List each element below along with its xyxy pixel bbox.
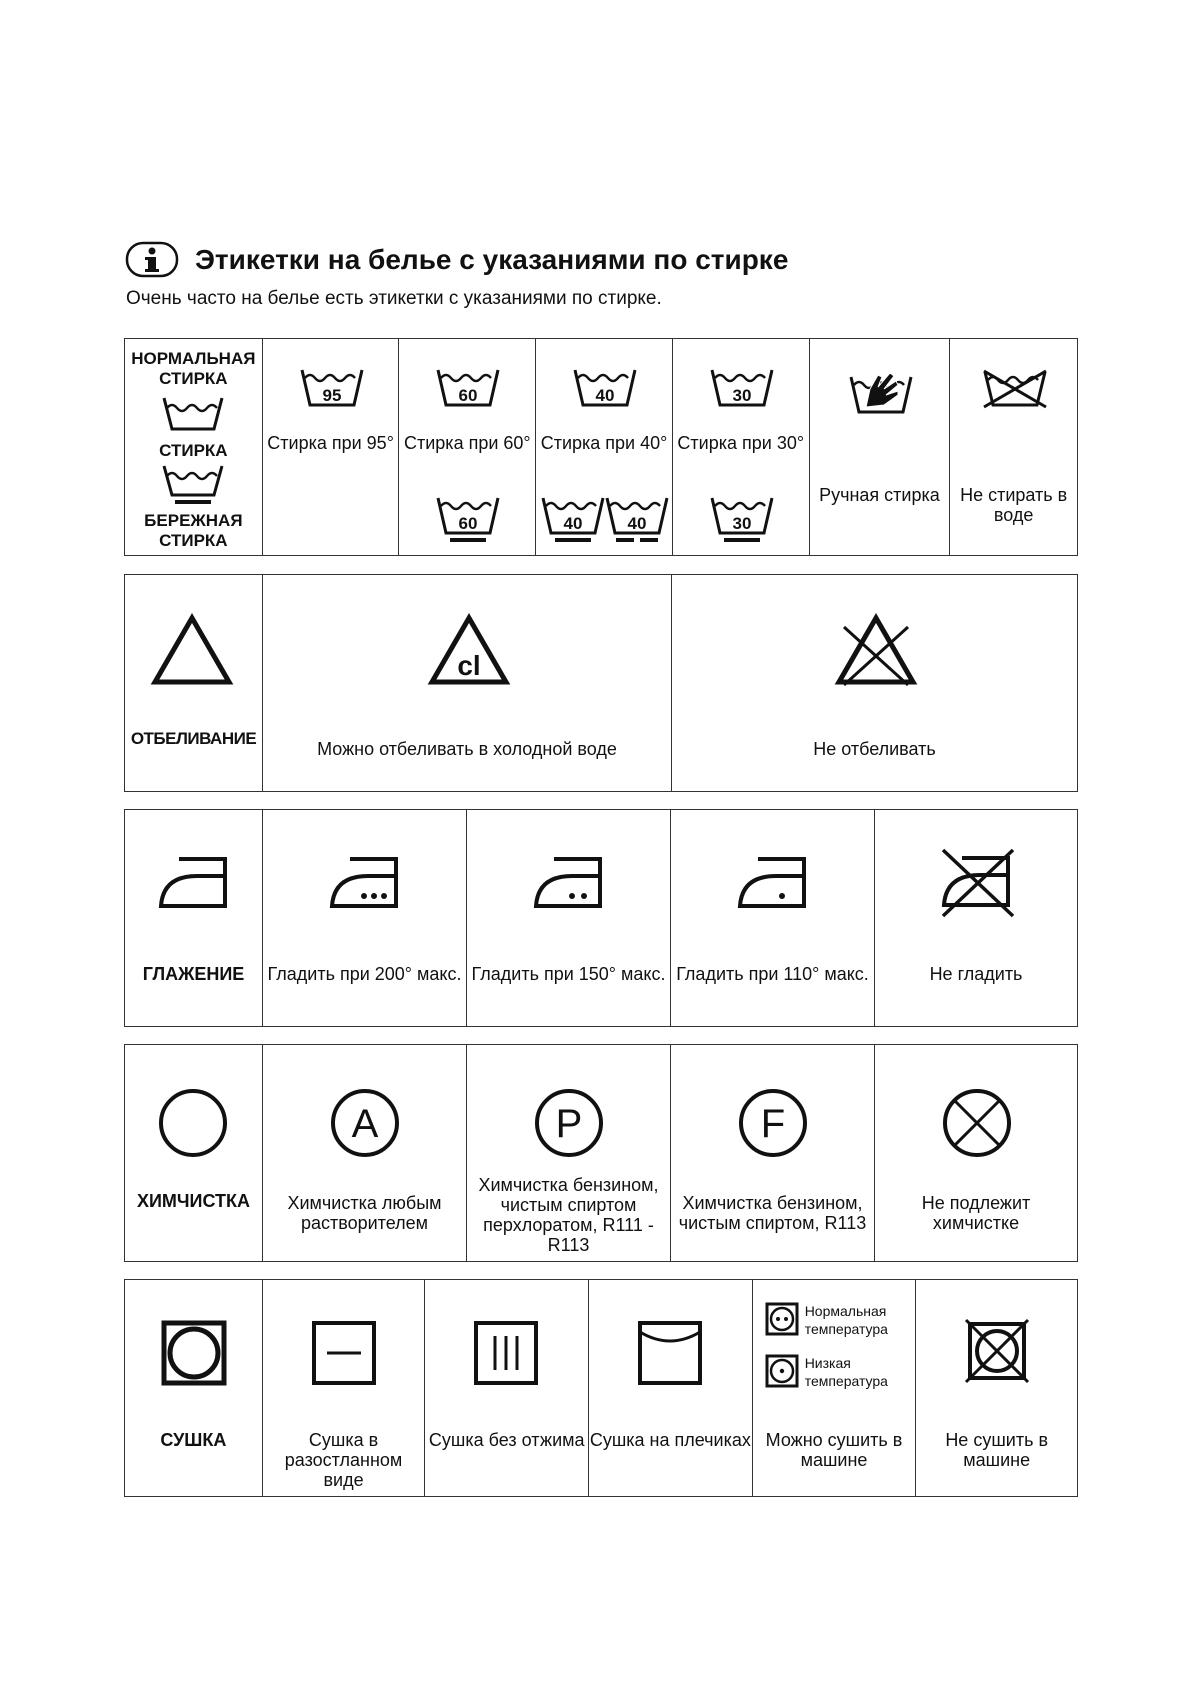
- dryclean-letter: F: [760, 1102, 786, 1146]
- wash-95-icon: [299, 367, 365, 409]
- dryclean-p-label: Химчистка бензином, чистым спиртом перхлоратом, R111 - R113: [478, 1175, 659, 1255]
- wash-temp-text: 40: [563, 514, 583, 533]
- dryclean-a-label: Химчистка любым растворителем: [287, 1193, 442, 1233]
- machine-dry-normal-icon: [765, 1302, 799, 1336]
- wash-40-icon: [572, 367, 638, 409]
- gentle-wash-40-icon: [540, 495, 606, 545]
- hand-wash-label: Ручная стирка: [819, 485, 940, 505]
- no-iron-cell: [874, 810, 1077, 1026]
- dry-flat-label: Сушка в разостланном виде: [284, 1430, 403, 1490]
- iron-two-dots-icon: [532, 854, 606, 910]
- drip-dry-label: Сушка без отжима: [428, 1430, 585, 1450]
- dryclean-category-label: ХИМЧИСТКА: [136, 1191, 251, 1211]
- drying-category-cell: [125, 1280, 262, 1496]
- no-dryclean-cell: [874, 1045, 1077, 1261]
- no-machine-dry-label: Не сушить в машине: [945, 1430, 1049, 1470]
- hand-wash-cell: [809, 339, 950, 555]
- hand-wash-icon: [848, 367, 914, 417]
- info-icon: [125, 240, 181, 280]
- no-tumble-dry-icon: [964, 1316, 1030, 1388]
- no-machine-dry-cell: [915, 1280, 1077, 1496]
- wash-30-label: Стирка при 30°: [677, 433, 805, 453]
- iron-icon: [157, 854, 231, 910]
- no-wash-label: Не стирать в воде: [960, 485, 1068, 525]
- line-dry-cell: [588, 1280, 752, 1496]
- machine-dry-label: Можно сушить в машине: [765, 1430, 903, 1470]
- bleach-cold-label: Можно отбеливать в холодной воде: [317, 739, 617, 759]
- wash-30-icon: [709, 367, 775, 409]
- dryclean-p-cell: [466, 1045, 670, 1261]
- drying-section: [124, 1279, 1078, 1497]
- drip-dry-icon: [473, 1320, 539, 1386]
- hang-dry-icon: [637, 1320, 703, 1386]
- intro-text: Очень часто на белье есть этикетки с указаниями по стирке.: [126, 288, 662, 309]
- line-dry-label: Сушка на плечиках: [589, 1430, 751, 1450]
- bleach-triangle-icon: [150, 613, 234, 687]
- wash-temp-text: 60: [458, 514, 478, 533]
- bleach-category-label: ОТБЕЛИВАНИЕ: [130, 729, 257, 748]
- dryclean-a-cell: [262, 1045, 466, 1261]
- dryclean-letter: P: [555, 1102, 583, 1146]
- no-dryclean-label: Не подлежит химчистке: [921, 1193, 1031, 1233]
- iron-one-dot-icon: [736, 854, 810, 910]
- no-bleach-label: Не отбеливать: [813, 739, 936, 759]
- wash-temp-text: 30: [732, 386, 752, 405]
- normal-wash-label: НОРМАЛЬНАЯ СТИРКА: [131, 349, 256, 388]
- dryclean-f-cell: [670, 1045, 874, 1261]
- wash-60-icon: [435, 367, 501, 409]
- machine-dry-cell: [752, 1280, 916, 1496]
- no-iron-icon: [937, 846, 1017, 920]
- wash-temp-text: 30: [732, 514, 752, 533]
- iron-150-label: Гладить при 150° макс.: [471, 964, 666, 984]
- wash-temp-text: 40: [595, 386, 615, 405]
- dryclean-f-icon: [737, 1087, 809, 1159]
- dryclean-f-label: Химчистка бензином, чистым спиртом, R113: [678, 1193, 867, 1233]
- no-iron-label: Не гладить: [929, 964, 1023, 984]
- chlorine-bleach-icon: [427, 613, 511, 687]
- gentle-wash-label: БЕРЕЖНАЯ СТИРКА: [144, 511, 243, 550]
- dryclean-circle-icon: [157, 1087, 229, 1159]
- iron-200-label: Гладить при 200° макс.: [267, 964, 462, 984]
- gentle-wash-30-icon: [709, 495, 775, 545]
- tumble-dry-icon: [161, 1320, 227, 1386]
- ironing-section: [124, 809, 1078, 1027]
- wash-tub-icon: [161, 395, 225, 433]
- washing-section: [124, 338, 1078, 556]
- no-bleach-icon: [834, 613, 918, 687]
- wash-95-cell: [262, 339, 399, 555]
- bleach-category-cell: [125, 575, 262, 791]
- iron-150-cell: [466, 810, 670, 1026]
- no-bleach-cell: [671, 575, 1077, 791]
- iron-three-dots-icon: [328, 854, 402, 910]
- bleach-cold-cell: [262, 575, 671, 791]
- machine-dry-low-icon: [765, 1354, 799, 1388]
- no-dryclean-icon: [939, 1085, 1015, 1161]
- bleach-section: [124, 574, 1078, 792]
- dry-flat-icon: [311, 1320, 377, 1386]
- page-header: [125, 240, 1085, 280]
- iron-110-cell: [670, 810, 874, 1026]
- wash-temp-text: 60: [458, 386, 478, 405]
- ironing-category-cell: [125, 810, 262, 1026]
- drying-category-label: СУШКА: [160, 1430, 227, 1450]
- wash-30-cell: [672, 339, 809, 555]
- wash-temp-text: 40: [627, 514, 647, 533]
- dryclean-a-icon: [329, 1087, 401, 1159]
- no-wash-icon: [980, 367, 1050, 411]
- wash-60-cell: [398, 339, 535, 555]
- wash-temp-text: 95: [322, 386, 342, 405]
- gentle-wash-60-icon: [435, 495, 501, 545]
- page-title: Этикетки на белье с указаниями по стирке: [195, 244, 789, 275]
- chlorine-text: cl: [457, 650, 481, 681]
- dryclean-letter: A: [351, 1102, 379, 1146]
- wash-40-label: Стирка при 40°: [540, 433, 668, 453]
- washing-category-cell: [125, 339, 262, 555]
- dryclean-p-icon: [533, 1087, 605, 1159]
- wash-40-cell: [535, 339, 672, 555]
- low-temp-label: Низкая температура: [804, 1355, 888, 1389]
- wash-label: СТИРКА: [159, 441, 228, 460]
- ironing-category-label: ГЛАЖЕНИЕ: [142, 964, 245, 984]
- dry-flat-cell: [262, 1280, 425, 1496]
- no-wash-cell: [949, 339, 1077, 555]
- drip-dry-cell: [424, 1280, 588, 1496]
- dryclean-category-cell: [125, 1045, 262, 1261]
- wash-95-label: Стирка при 95°: [267, 433, 394, 453]
- iron-110-label: Гладить при 110° макс.: [676, 964, 869, 984]
- dryclean-section: [124, 1044, 1078, 1262]
- iron-200-cell: [262, 810, 466, 1026]
- normal-temp-label: Нормальная температура: [804, 1303, 888, 1337]
- gentle-wash-tub-icon: [161, 463, 225, 507]
- wash-60-label: Стирка при 60°: [403, 433, 531, 453]
- very-gentle-wash-40-icon: [604, 495, 670, 545]
